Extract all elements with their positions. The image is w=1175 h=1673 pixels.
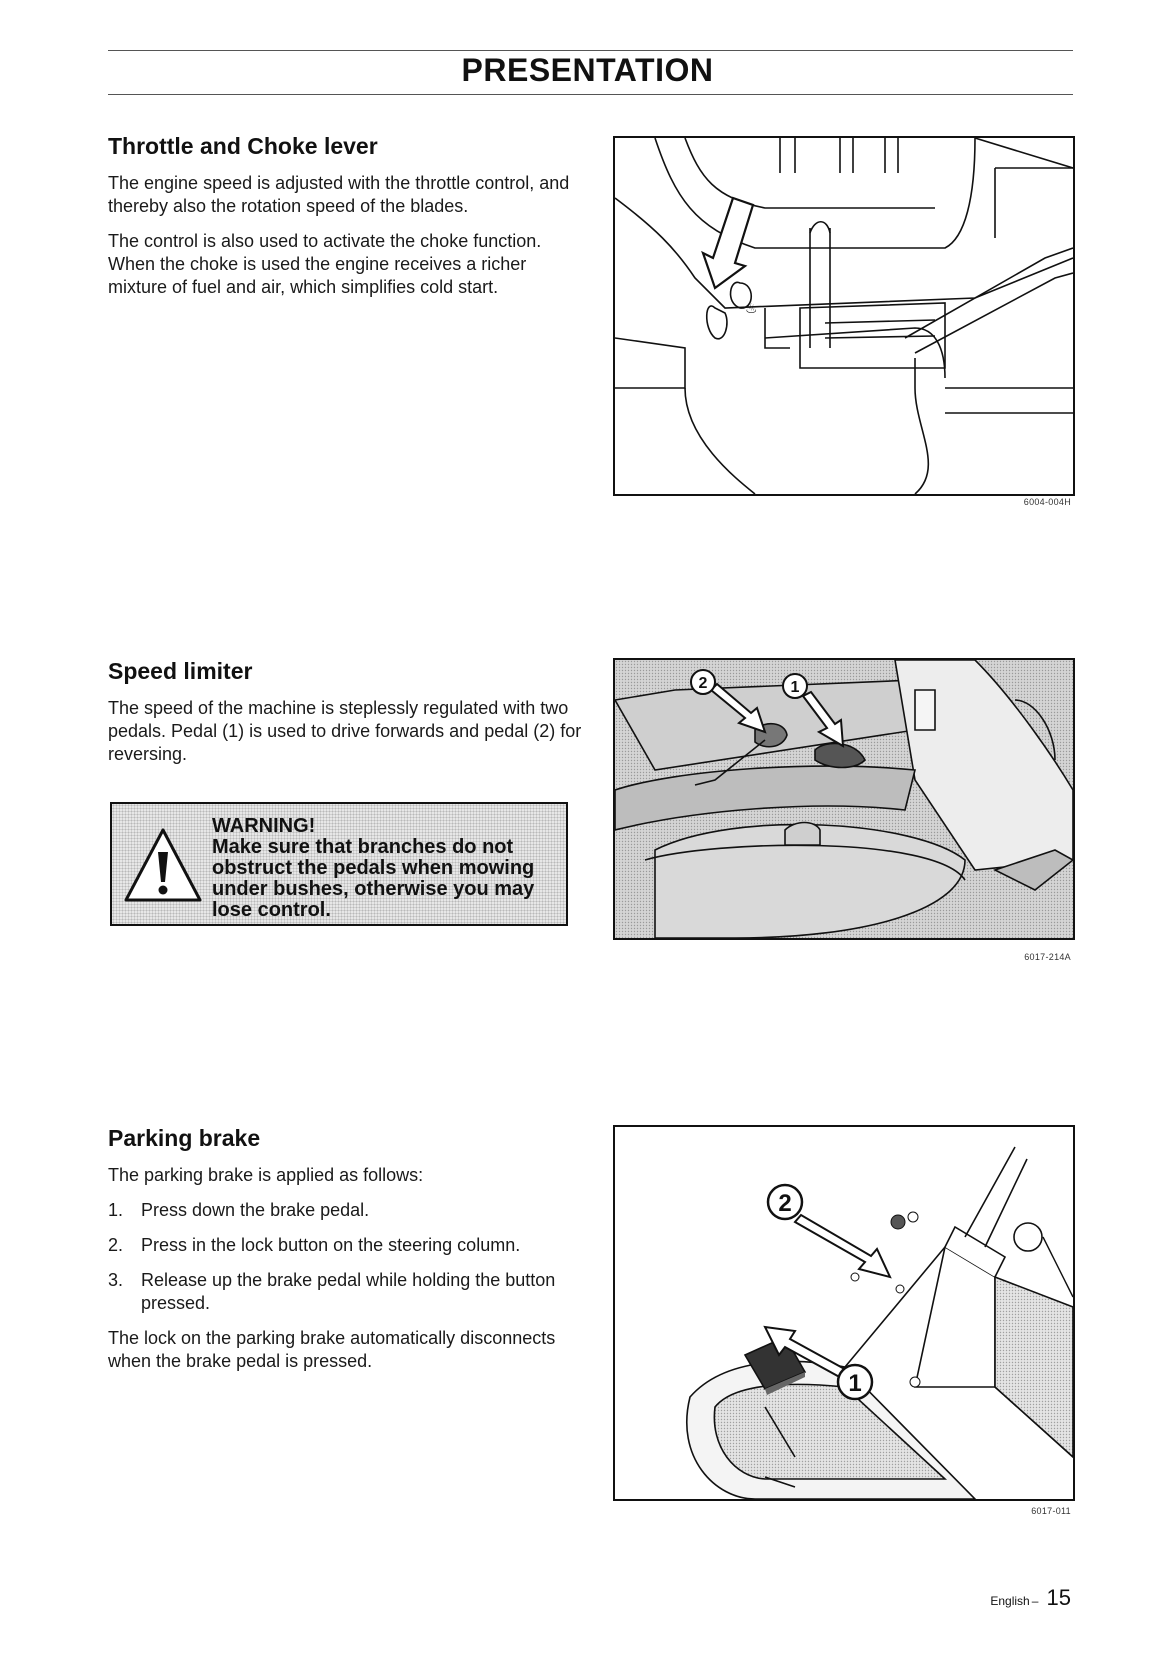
step-number: 1.: [108, 1200, 124, 1220]
parking-callout-1: 1: [848, 1370, 862, 1397]
header-top-rule: [108, 50, 1073, 51]
warning-line-4: lose control.: [212, 899, 331, 921]
speed-heading: Speed limiter: [108, 658, 253, 684]
parking-figure: [613, 1125, 1075, 1501]
speed-pedals-illustration: [615, 660, 1073, 938]
footer-separator: –: [1031, 1594, 1039, 1608]
speed-figure-code: 6017-214A: [1024, 952, 1071, 962]
step-text: Press in the lock button on the steering column.: [141, 1235, 521, 1255]
svg-text:♨: ♨: [745, 300, 758, 316]
throttle-figure: [613, 136, 1075, 496]
throttle-figure-code: 6004-004H: [1023, 497, 1071, 507]
step-text: Release up the brake pedal while holding the button pressed.: [141, 1270, 556, 1313]
warning-box: [110, 802, 568, 926]
parking-step-1: [108, 1199, 583, 1222]
parking-note: The lock on the parking brake automatically disconnects when the brake pedal is pressed.: [108, 1328, 556, 1371]
footer-language: English: [990, 1594, 1030, 1608]
throttle-choke-illustration: [615, 138, 1073, 494]
step-number: 2.: [108, 1235, 124, 1255]
step-number: 3.: [108, 1270, 124, 1290]
warning-line-2: obstruct the pedals when mowing: [212, 857, 535, 879]
speed-paragraph: The speed of the machine is steplessly regulated with two pedals. Pedal (1) is used to drive forwards and pedal (2) for reversing.: [108, 698, 582, 764]
throttle-heading: Throttle and Choke lever: [108, 133, 378, 159]
parking-section: [108, 1125, 583, 1385]
header-bottom-rule: [108, 94, 1073, 95]
parking-intro: The parking brake is applied as follows:: [108, 1165, 424, 1185]
speed-section: [108, 658, 583, 778]
parking-steps: [108, 1199, 583, 1315]
warning-triangle-icon: [122, 824, 204, 906]
page-title: PRESENTATION: [461, 52, 714, 88]
parking-brake-illustration: [615, 1127, 1073, 1499]
speed-callout-2: 2: [698, 675, 708, 692]
parking-heading: Parking brake: [108, 1125, 261, 1151]
parking-step-2: [108, 1234, 583, 1257]
speed-figure: [613, 658, 1075, 940]
parking-callout-2: 2: [778, 1190, 792, 1217]
warning-title: WARNING!: [212, 815, 316, 837]
warning-line-3: under bushes, otherwise you may: [212, 878, 535, 900]
warning-text: [212, 816, 562, 921]
footer-page: 15: [1046, 1585, 1071, 1610]
step-text: Press down the brake pedal.: [141, 1200, 370, 1220]
warning-line-1: Make sure that branches do not: [212, 836, 514, 858]
page-number: [990, 1585, 1071, 1611]
parking-step-3: [108, 1269, 583, 1315]
speed-callout-1: 1: [790, 679, 800, 696]
parking-figure-code: 6017-011: [1031, 1506, 1071, 1516]
throttle-paragraph-2: The control is also used to activate the choke function. When the choke is used the engine receives a richer mixture of fuel and air, which simplifies cold start.: [108, 231, 542, 297]
throttle-paragraph-1: The engine speed is adjusted with the throttle control, and thereby also the rotation speed of the blades.: [108, 173, 570, 216]
throttle-section: [108, 133, 583, 311]
